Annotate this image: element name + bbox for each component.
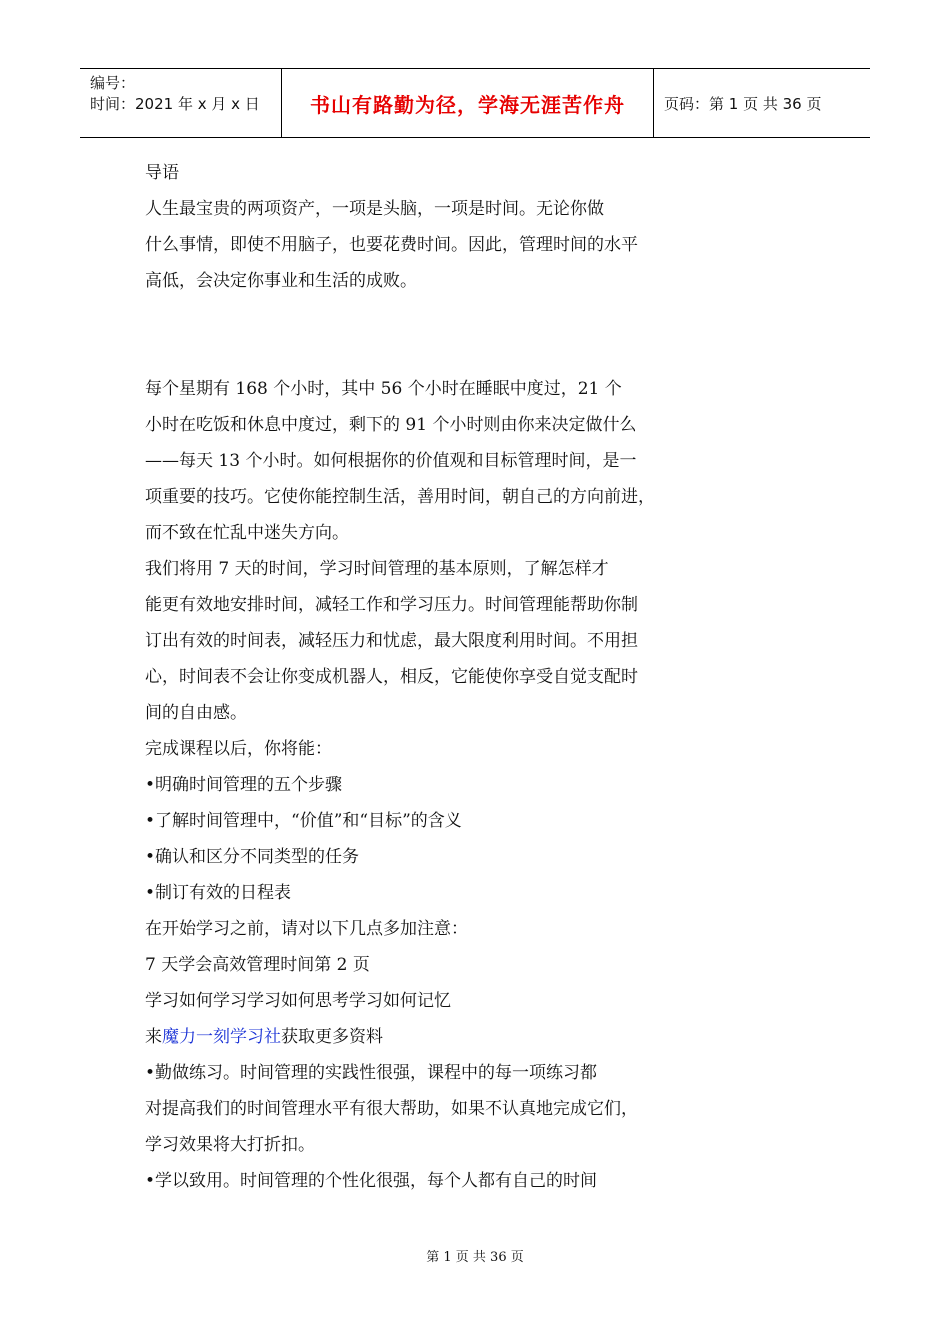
promo-link[interactable]: 魔力一刻学习社 bbox=[162, 1027, 281, 1047]
body-line: 间的自由感。 bbox=[145, 703, 247, 723]
promo-suffix: 获取更多资料 bbox=[281, 1027, 383, 1047]
body-line: 对提高我们的时间管理水平有很大帮助，如果不认真地完成它们， bbox=[145, 1099, 638, 1119]
bullet-item: •确认和区分不同类型的任务 bbox=[145, 847, 360, 867]
body-line: 我们将用 7 天的时间，学习时间管理的基本原则，了解怎样才 bbox=[145, 559, 609, 579]
bullet-item: •明确时间管理的五个步骤 bbox=[145, 775, 343, 795]
page-footer: 第 1 页 共 36 页 bbox=[426, 1250, 524, 1265]
number-label: 编号： bbox=[90, 74, 136, 92]
bullet-item: •了解时间管理中，“价值”和“目标”的含义 bbox=[145, 811, 462, 831]
body-line: 学习效果将大打折扣。 bbox=[145, 1135, 315, 1155]
bullet-item: •学以致用。时间管理的个性化很强，每个人都有自己的时间 bbox=[145, 1171, 598, 1191]
body-line: 能更有效地安排时间，减轻工作和学习压力。时间管理能帮助你制 bbox=[145, 595, 638, 615]
paragraph-gap bbox=[145, 299, 745, 371]
body-line: 在开始学习之前，请对以下几点多加注意： bbox=[145, 919, 468, 939]
body-line: 订出有效的时间表，减轻压力和忧虑，最大限度利用时间。不用担 bbox=[145, 631, 638, 651]
promo-prefix: 来 bbox=[145, 1027, 162, 1047]
body-line: 小时在吃饭和休息中度过，剩下的 91 个小时则由你来决定做什么 bbox=[145, 415, 637, 435]
body-line: 而不致在忙乱中迷失方向。 bbox=[145, 523, 349, 543]
document-body bbox=[145, 155, 745, 1199]
bullet-item: •制订有效的日程表 bbox=[145, 883, 292, 903]
bullet-item: •勤做练习。时间管理的实践性很强，课程中的每一项练习都 bbox=[145, 1063, 598, 1083]
intro-line: 人生最宝贵的两项资产，一项是头脑，一项是时间。无论你做 bbox=[145, 199, 604, 219]
page-header bbox=[80, 68, 870, 138]
intro-title: 导语 bbox=[145, 163, 179, 183]
intro-line: 什么事情，即使不用脑子，也要花费时间。因此，管理时间的水平 bbox=[145, 235, 638, 255]
body-line: 完成课程以后，你将能： bbox=[145, 739, 332, 759]
intro-line: 高低，会决定你事业和生活的成败。 bbox=[145, 271, 417, 291]
promo-line bbox=[145, 1019, 745, 1055]
header-motto: 书山有路勤为径，学海无涯苦作舟 bbox=[282, 69, 654, 137]
header-meta bbox=[80, 69, 282, 137]
body-line: 心，时间表不会让你变成机器人，相反，它能使你享受自觉支配时 bbox=[145, 667, 638, 687]
body-line: 每个星期有 168 个小时，其中 56 个小时在睡眠中度过，21 个 bbox=[145, 379, 622, 399]
body-line: ——每天 13 个小时。如何根据你的价值观和目标管理时间，是一 bbox=[145, 451, 637, 471]
time-label: 时间：2021 年 x 月 x 日 bbox=[90, 95, 260, 113]
body-line: 项重要的技巧。它使你能控制生活，善用时间，朝自己的方向前进， bbox=[145, 487, 655, 507]
header-page-info: 页码：第 1 页 共 36 页 bbox=[664, 94, 822, 113]
body-line: 学习如何学习学习如何思考学习如何记忆 bbox=[145, 991, 451, 1011]
body-line: 7 天学会高效管理时间第 2 页 bbox=[145, 955, 370, 975]
